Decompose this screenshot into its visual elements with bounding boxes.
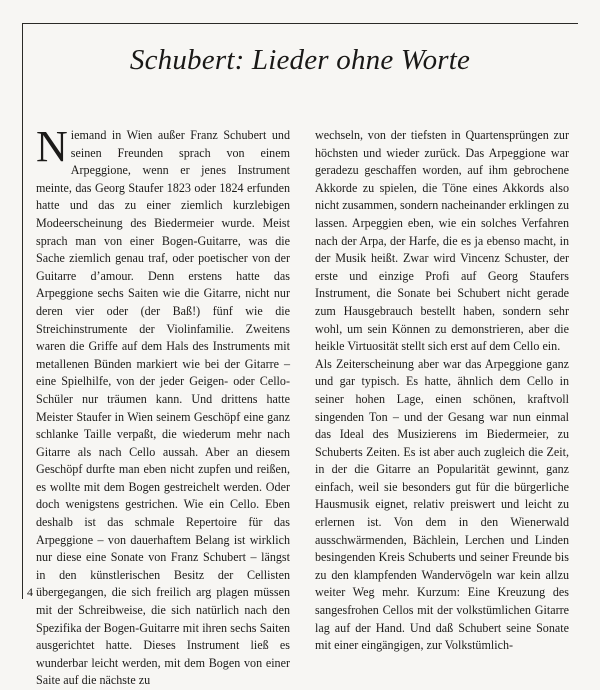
top-rule xyxy=(22,23,578,24)
paragraph xyxy=(36,122,290,690)
paragraph-text: iemand in Wien außer Franz Schubert und seinen Freunden sprach von einem Arpeggione, wenn er jenes Instrument meinte, das Georg Staufer 1823 oder 1824 erfunden hatte und das zu einer ziemlich kurzlebigen Modeerscheinung des Biedermeier wurde. Meist sprach man von einer Bogen-Guitarre, was die Sache ziemlich genau traf, oder poetischer von der Guitarre d’amour. Denn erstens hatte das Arpeggione sechs Saiten wie die Gitarre, nicht nur deren vier oder (der Baß!) fünf wie die Streichinstrumente der Violinfamilie. Zweitens waren die Griffe auf dem Hals des Instruments mit metallenen Bünden markiert wie bei der Gitarre – eine Spielhilfe, von der jeder Geigen- oder Cello-Schüler nur träumen kann. Und drittens hatte Meister Staufer in Wien seinem Geschöpf eine ganz schlanke Taille verpaßt, die wiederum mehr nach Gitarre als nach Cello aussah. Aber an diesem Geschöpf durfte man eben nicht zupfen und reißen, es wollte mit dem Bogen gestreichelt werden. Oder doch wenigstens gestrichen. Wie ein Cello. Eben deshalb ist das schmale Repertoire für das Arpeggione – von dauerhaftem Belang ist wirklich nur diese eine Sonate von Franz Schubert – längst in den künstlerischen Besitz der Cellisten übergegangen, die sich freilich arg plagen müssen mit der Schreibweise, die sich natürlich nach den Spezifika der Bogen-Guitarre mit ihren sechs Saiten ausgerichtet hatte. Dieses Instrument ließ es wunderbar leicht werden, mit dem Bogen von einer Saite auf die nächste zu xyxy=(36,128,290,688)
left-column xyxy=(36,122,290,690)
page-title: Schubert: Lieder ohne Worte xyxy=(129,44,471,76)
paragraph: Als Zeiterscheinung aber war das Arpeggione ganz und gar typisch. Es hatte, ähnlich dem Cello in seiner hohen Lage, einen schönen, kraftvoll singenden Ton – und der Gesang war nun einmal das Ideal des Musizierens im Biedermeier, zu Schuberts Zeiten. Es ist aber auch zugleich die Zeit, in der die Gitarre an Popularität gewinnt, ganz einfach, weil sie besonders gut für die bürgerliche Hausmusik eignet, relativ preiswert und leicht zu erlernen ist. Von dem in den Wienerwald ausschwärmenden, Bächlein, Lerchen und Linden besingenden Kreis Schuberts und seiner Freunde bis zu den klampfenden Wandervögeln war kein allzu weiter Weg mehr. Kurzum: Eine Kreuzung des sangesfrohen Cellos mit der volkstümlichen Gitarre lag auf der Hand. Und daß Schubert seine Sonate mit einer eingängigen, zur Volkstümlich- xyxy=(315,356,569,653)
right-column xyxy=(315,127,569,655)
left-rule xyxy=(22,23,23,599)
page-number: 4 xyxy=(27,585,33,599)
paragraph: wechseln, von der tiefsten in Quartensprüngen zur höchsten und wieder zurück. Das Arpeggione war geradezu geschaffen worden, auf ihm gebrochene Akkorde zu spielen, die Töne eines Akkords also nicht zusammen, sondern nacheinander erklingen zu lassen. Arpeggien eben, wie ein solches Verfahren nach der Arpa, der Harfe, die es ja ebenso macht, in der Musik heißt. Zwar wird Vincenz Schuster, der erste und einzige Profi auf Georg Staufers Instrument, die Sonate bei Schubert nicht gerade zum Hausgebrauch bestellt haben, sondern sehr wohl, um sein Können zu demonstrieren, aber die heikle Virtuosität stellt sich erst auf dem Cello ein. xyxy=(315,128,569,354)
drop-cap: N xyxy=(36,122,68,171)
